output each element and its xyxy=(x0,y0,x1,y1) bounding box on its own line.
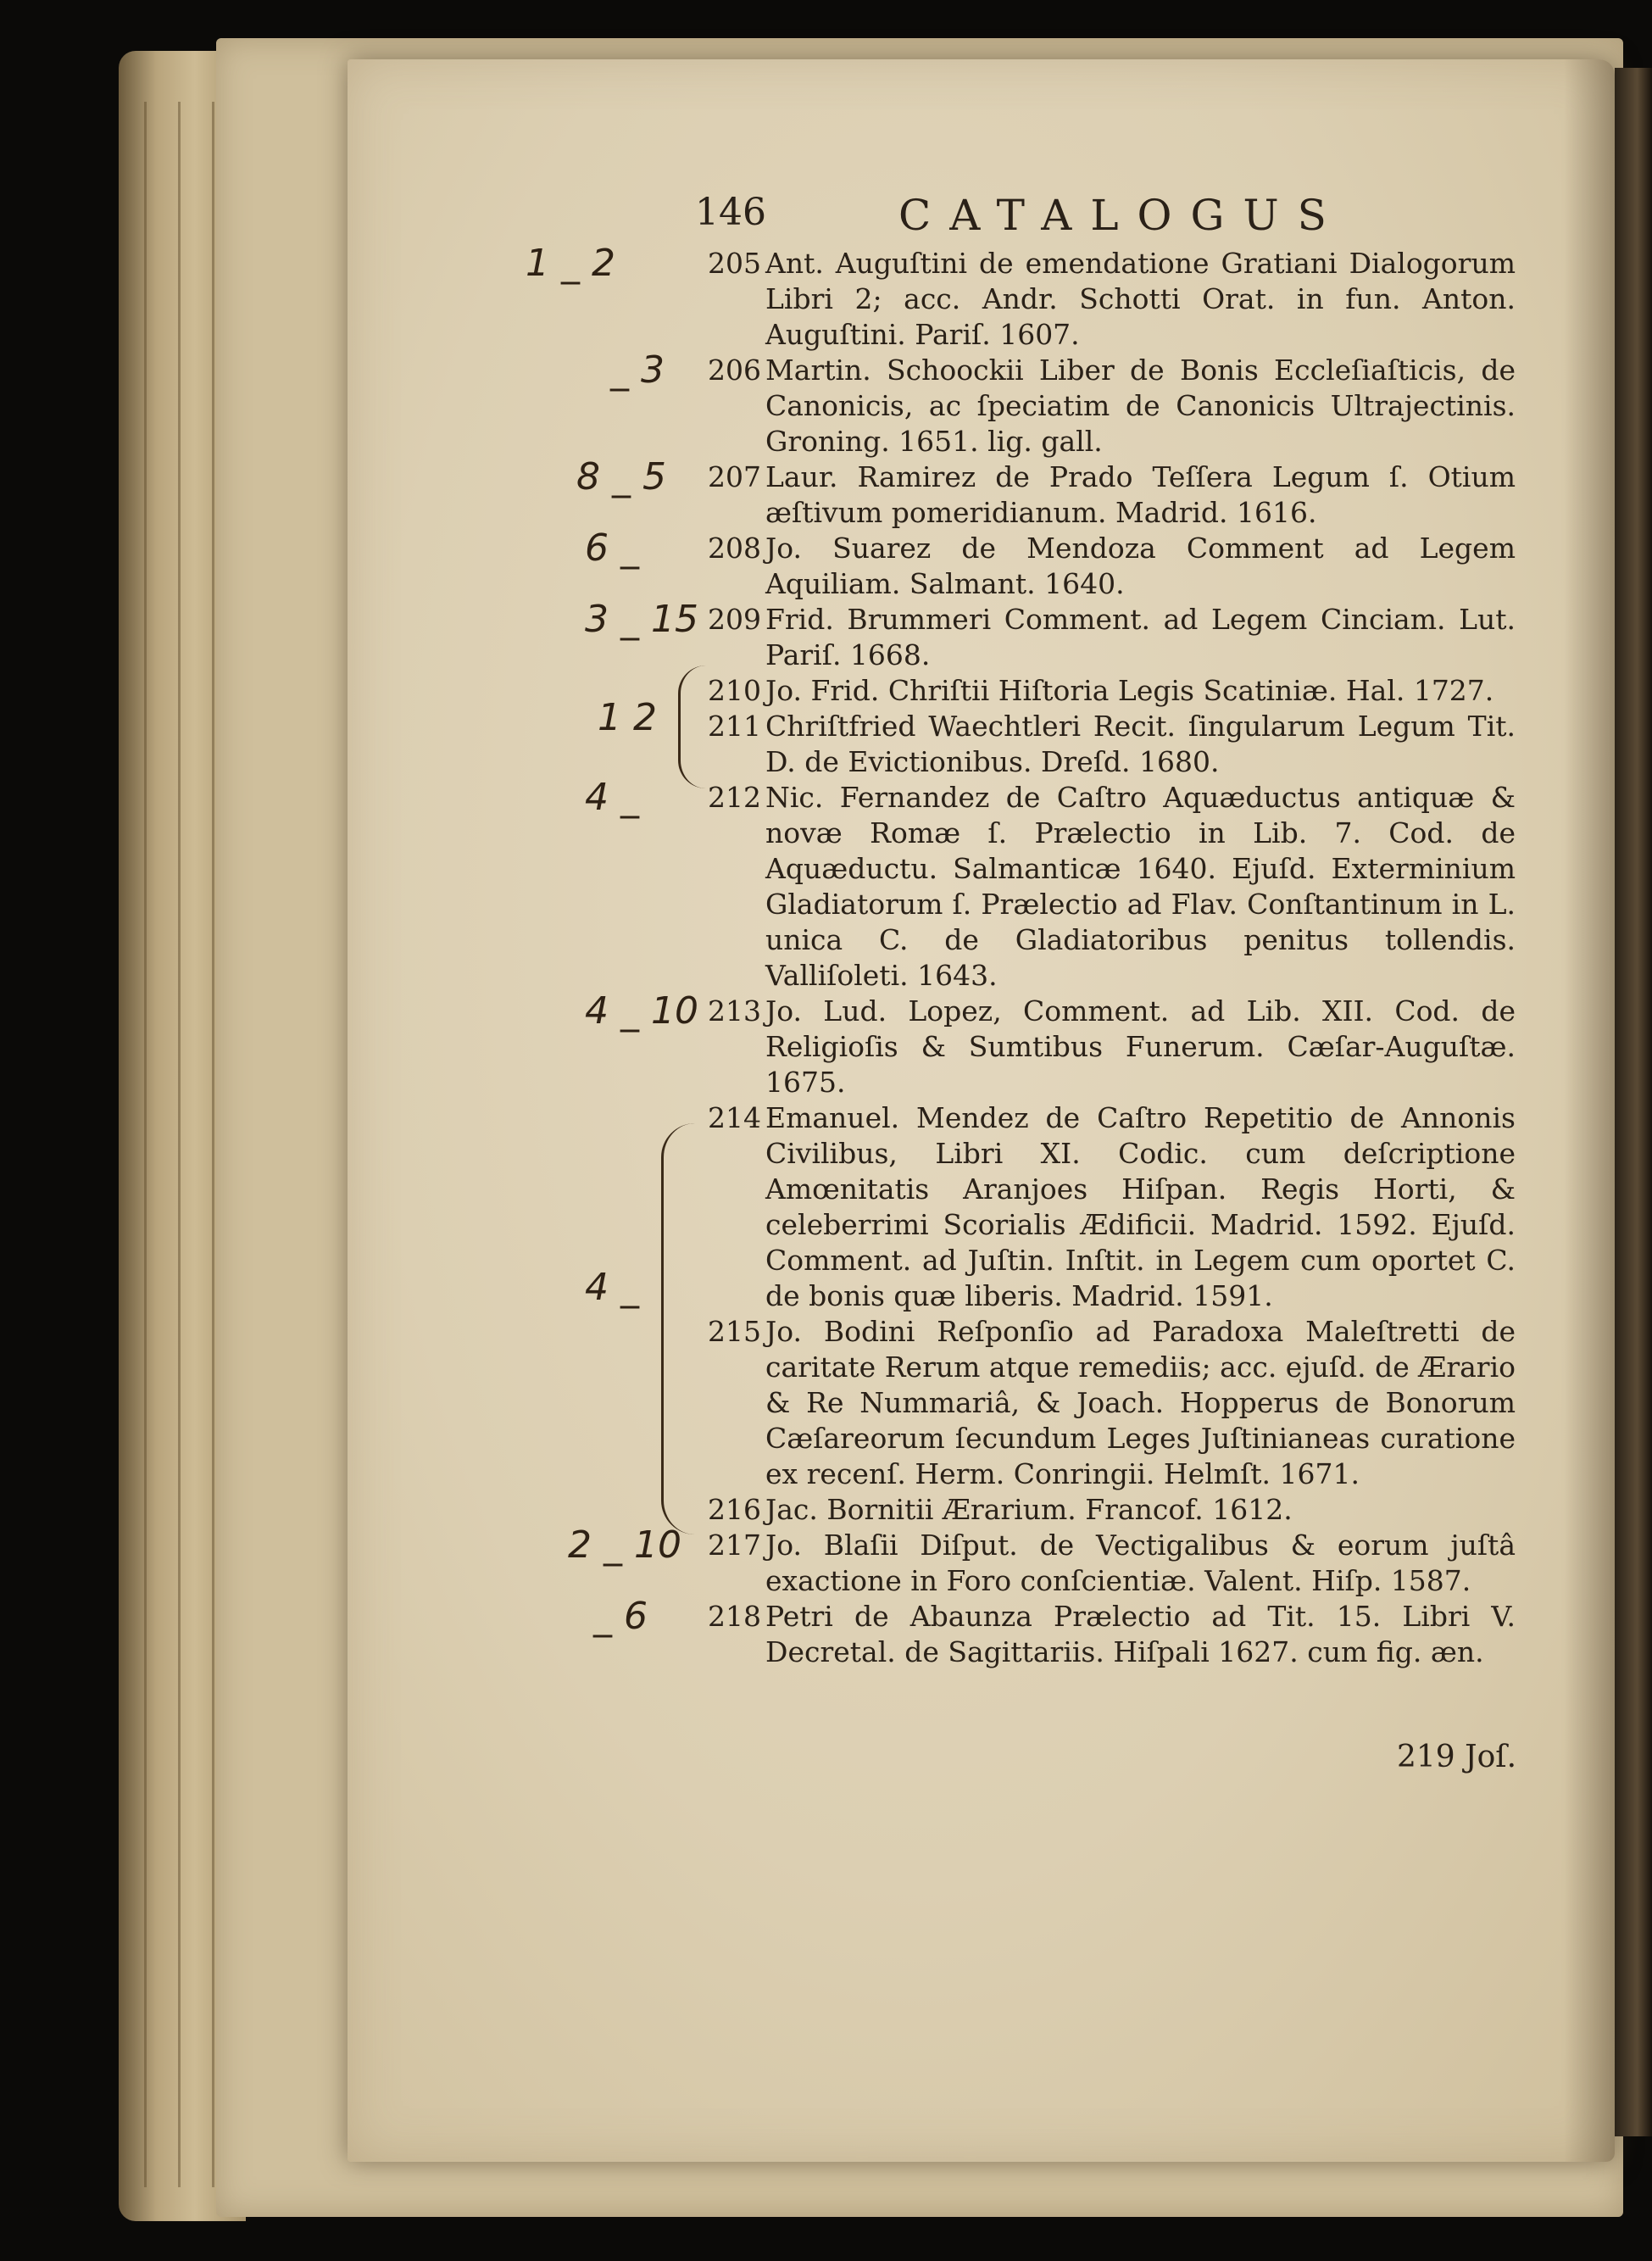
entry-number: 213 xyxy=(708,994,761,1027)
entry-text: Frid. Brummeri Comment. ad Legem Cinciam. Lut. Pariſ. 1668. xyxy=(765,603,1516,671)
catalogue-entry xyxy=(0,1492,1652,1528)
entry-number: 211 xyxy=(708,710,761,743)
page-header xyxy=(695,191,1543,242)
catalogue-entry xyxy=(0,1595,1652,1670)
catalogue-entry xyxy=(0,989,1652,1100)
handwritten-group-mark: 4 _ xyxy=(585,1266,639,1309)
entry-text: Ant. Auguſtini de emendatione Gratiani Dialogorum Libri 2; acc. Andr. Schotti Orat. in fun. Anton. Auguſtini. Pariſ. 1607. xyxy=(765,247,1516,351)
handwritten-price-mark: 8 _ 5 xyxy=(576,455,666,498)
entry-text: Chriſtfried Waechtleri Recit. ſingularum Legum Tit. D. de Evictionibus. Dreſd. 1680. xyxy=(765,710,1516,778)
entry-text: Jo. Lud. Lopez, Comment. ad Lib. XII. Cod. de Religioſis & Sumtibus Funerum. Cæſar-Auguſtæ. 1675. xyxy=(765,994,1516,1099)
catalogue-entry xyxy=(0,776,1652,994)
entry-number: 212 xyxy=(708,781,761,814)
catalogue-entry xyxy=(0,242,1652,353)
catalogue-entry xyxy=(0,455,1652,531)
catalogue-entry xyxy=(0,598,1652,673)
entry-number: 218 xyxy=(708,1600,761,1633)
entry-number: 216 xyxy=(708,1493,761,1526)
handwritten-price-mark: 3 _ 15 xyxy=(585,598,698,641)
entry-text: Martin. Schoockii Liber de Bonis Eccleſiaſticis, de Canonicis, ac ſpeciatim de Canonicis Ultrajectinis. Groning. 1651. lig. gall. xyxy=(765,354,1516,458)
entry-number: 210 xyxy=(708,674,761,707)
entry-number: 209 xyxy=(708,603,761,636)
catalogue-entry xyxy=(0,348,1652,459)
entry-number: 206 xyxy=(708,354,761,387)
running-title: CATALOGUS xyxy=(898,191,1345,240)
entry-text: Jo. Blaſii Diſput. de Vectigalibus & eorum juſtâ exactione in Foro conſcientiæ. Valent. Hiſp. 1587. xyxy=(765,1529,1516,1597)
handwritten-price-mark: 2 _ 10 xyxy=(568,1523,681,1567)
handwritten-price-mark: 4 _ xyxy=(585,776,639,819)
entry-number: 215 xyxy=(708,1315,761,1348)
handwritten-price-mark: _ 6 xyxy=(593,1595,648,1638)
handwritten-group-mark: 1 2 xyxy=(598,696,657,739)
entry-text: Laur. Ramirez de Prado Teſſera Legum ſ. Otium æſtivum pomeridianum. Madrid. 1616. xyxy=(765,460,1516,529)
entry-number: 217 xyxy=(708,1529,761,1562)
handwritten-price-mark: 4 _ 10 xyxy=(585,989,698,1033)
handwritten-price-mark: 1 _ 2 xyxy=(526,242,615,285)
handwritten-price-mark: _ 3 xyxy=(610,348,665,392)
entry-text: Nic. Fernandez de Caſtro Aquæductus antiquæ & novæ Romæ ſ. Prælectio in Lib. 7. Cod. de Aquæductu. Salmanticæ 1640. Ejuſd. Exterminium Gladiatorum ſ. Prælectio ad Flav. Conſtantinum in L. unica C. de Gladiatoribus penitus tollendis. Valliſoleti. 1643. xyxy=(765,781,1516,992)
catalogue-entry xyxy=(0,526,1652,602)
catalogue-entry xyxy=(0,1523,1652,1599)
handwritten-bracket xyxy=(678,665,706,788)
entry-number: 205 xyxy=(708,247,761,280)
catalogue-entry xyxy=(0,673,1652,709)
entry-number: 214 xyxy=(708,1101,761,1134)
catalogue-entries xyxy=(0,242,1652,1670)
entry-text: Emanuel. Mendez de Caſtro Repetitio de Annonis Civilibus, Libri XI. Codic. cum deſcriptione Amœnitatis Aranjoes Hiſpan. Regis Horti, & celeberrimi Scorialis Ædificii. Madrid. 1592. Ejuſd. Comment. ad Juſtin. Inſtit. in Legem cum oportet C. de bonis quæ liberis. Madrid. 1591. xyxy=(765,1101,1516,1312)
handwritten-bracket xyxy=(661,1123,698,1534)
catalogue-entry xyxy=(0,709,1652,780)
catalogue-entry xyxy=(0,1100,1652,1314)
entry-number: 208 xyxy=(708,532,761,565)
catalogue-entry xyxy=(0,1314,1652,1492)
entry-text: Jo. Bodini Reſponſio ad Paradoxa Maleſtretti de caritate Rerum atque remediis; acc. ejuſd. de Ærario & Re Nummariâ, & Joach. Hopperus de Bonorum Cæſareorum ſecundum Leges Juſtinianeas curatione ex recenſ. Herm. Conringii. Helmſt. 1671. xyxy=(765,1315,1516,1490)
entry-number: 207 xyxy=(708,460,761,493)
entry-text: Jo. Suarez de Mendoza Comment ad Legem Aquiliam. Salmant. 1640. xyxy=(765,532,1516,600)
catchword: 219 Joſ. xyxy=(1397,1740,1517,1774)
entry-text: Jac. Bornitii Ærarium. Francof. 1612. xyxy=(765,1493,1293,1526)
entry-text: Jo. Frid. Chriſtii Hiſtoria Legis Scatiniæ. Hal. 1727. xyxy=(765,674,1494,707)
page-number: 146 xyxy=(695,191,766,234)
handwritten-price-mark: 6 _ xyxy=(585,526,639,570)
entry-text: Petri de Abaunza Prælectio ad Tit. 15. Libri V. Decretal. de Sagittariis. Hiſpali 1627. cum fig. æn. xyxy=(765,1600,1516,1668)
